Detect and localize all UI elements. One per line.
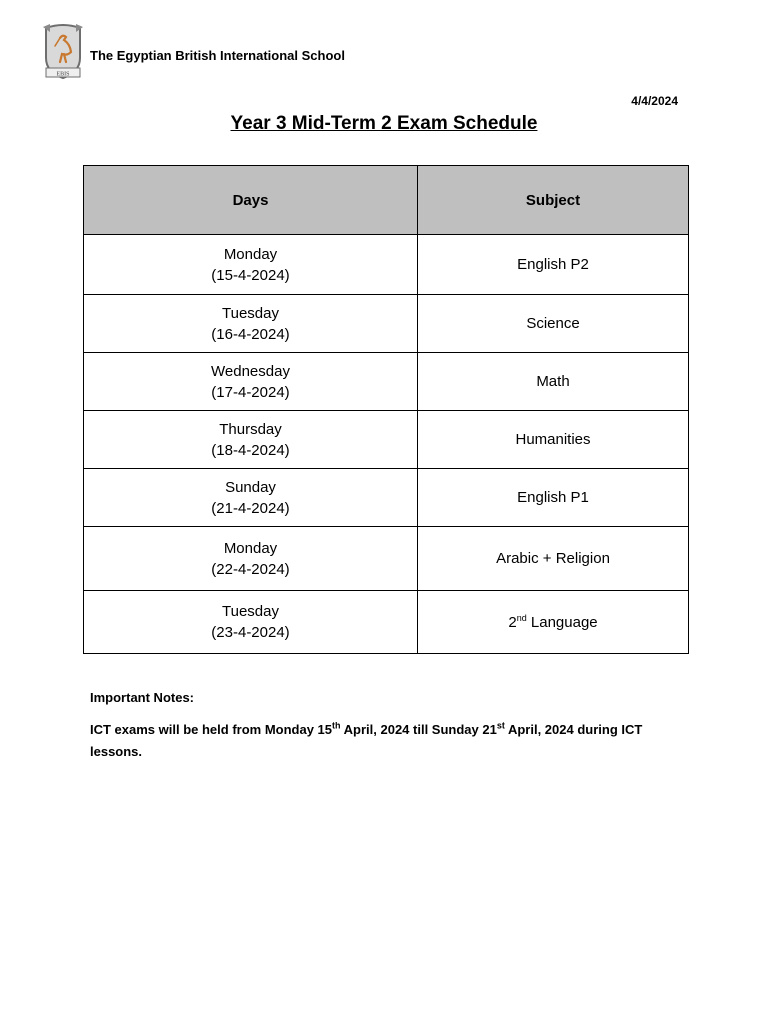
notes-text: ICT exams will be held from Monday 15 <box>90 722 333 737</box>
table-row <box>84 591 689 654</box>
table-row <box>84 527 689 591</box>
school-name: The Egyptian British International School <box>90 48 345 63</box>
day-date: (22-4-2024) <box>211 560 290 578</box>
day-date: (23-4-2024) <box>211 624 290 641</box>
notes-text: April, 2024 till Sunday 21 <box>340 722 497 737</box>
table-row <box>84 411 689 469</box>
subject-cell: Arabic + Religion <box>418 527 689 591</box>
table-row <box>84 295 689 353</box>
logo-text-mark: EBIS <box>56 71 70 78</box>
table-row <box>84 469 689 527</box>
day-name: Monday <box>223 245 278 263</box>
day-name: Tuesday <box>222 304 279 322</box>
notes-title: Important Notes: <box>90 690 194 705</box>
day-date: (21-4-2024) <box>211 499 290 517</box>
important-notes <box>90 690 680 763</box>
exam-schedule-table <box>83 165 689 654</box>
day-cell <box>84 353 418 411</box>
day-name: Sunday <box>225 478 276 496</box>
day-name: Monday <box>223 539 278 557</box>
page-title: Year 3 Mid-Term 2 Exam Schedule <box>230 113 538 134</box>
subject-cell: English P2 <box>418 235 689 295</box>
day-cell <box>84 591 418 654</box>
school-logo <box>40 22 86 80</box>
notes-text: April, 2024 during ICT lessons. <box>90 722 643 759</box>
day-cell <box>84 235 418 295</box>
table-header-row <box>84 166 689 235</box>
day-cell <box>84 295 418 353</box>
day-date: (18-4-2024) <box>211 441 290 459</box>
ordinal-suffix: st <box>496 720 505 731</box>
notes-body <box>90 719 680 763</box>
subject-cell: Humanities <box>418 411 689 469</box>
day-date: (16-4-2024) <box>211 325 290 343</box>
subject-cell <box>418 591 689 654</box>
days-column-header: Days <box>84 166 418 235</box>
day-name: Thursday <box>219 420 282 438</box>
subject-rest: Language <box>526 613 598 631</box>
day-date: (17-4-2024) <box>211 383 290 401</box>
subject-ordinal-suffix: nd <box>516 612 527 623</box>
subject-cell: Math <box>418 353 689 411</box>
ordinal-suffix: th <box>332 720 341 731</box>
table-row <box>84 235 689 295</box>
day-name: Tuesday <box>222 603 279 620</box>
day-cell <box>84 469 418 527</box>
subject-number: 2 <box>508 613 517 631</box>
subject-column-header: Subject <box>418 166 689 235</box>
day-cell <box>84 411 418 469</box>
table-row <box>84 353 689 411</box>
day-cell <box>84 527 418 591</box>
subject-cell: English P1 <box>418 469 689 527</box>
document-date: 4/4/2024 <box>631 94 678 108</box>
day-name: Wednesday <box>211 362 290 380</box>
day-date: (15-4-2024) <box>211 266 290 284</box>
subject-cell: Science <box>418 295 689 353</box>
